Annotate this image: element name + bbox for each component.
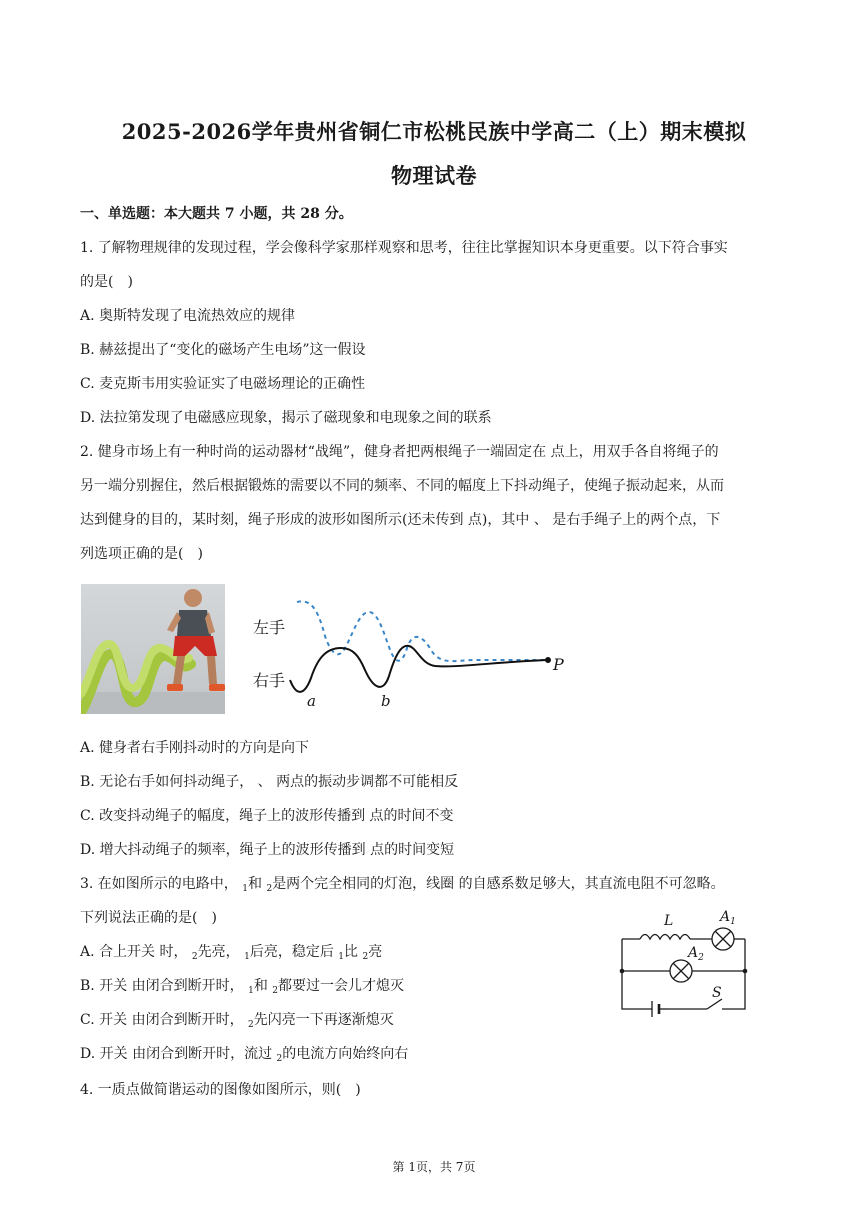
left-hand-rope-dashed [297,601,548,661]
q1-option-c: C. 麦克斯韦用实验证实了电磁场理论的正确性 [80,376,366,392]
battle-rope-illustration [81,584,225,714]
label-point-a: a [307,692,316,710]
label-point-p: P [553,655,564,674]
right-hand-rope-solid [290,646,548,692]
label-a1: $A_1$ [720,909,736,927]
q2-option-d: D. 增大抖动绳子的频率，绳子上的波形传播到 点的时间变短 [80,842,455,858]
label-switch-s: S [712,985,722,1001]
q1-option-d: D. 法拉第发现了电磁感应现象，揭示了磁现象和电现象之间的联系 [80,410,492,426]
document-title-line-1: 2025-2026学年贵州省铜仁市松桃民族中学高二（上）期末模拟 [121,119,747,144]
q2-stem-line-1: 2. 健身市场上有一种时尚的运动器材“战绳”，健身者把两根绳子一端固定在 点上，用双手各自将绳子的 [80,444,719,460]
rope-wave-figure [245,590,575,715]
q2-stem-line-4: 列选项正确的是( ) [80,546,203,562]
label-a2: $A_2$ [688,945,704,963]
q1-option-b: B. 赫兹提出了“变化的磁场产生电场”这一假设 [80,342,366,358]
circuit-diagram [612,905,757,1020]
inductor-coil [640,935,690,940]
q3-stem-line-1: 3. 在如图所示的电路中， $_1$和 $_2$是两个完全相同的灯泡，线圈 的自感系数足够大，其直流电阻不可忽略。 [80,876,725,894]
q2-option-b: B. 无论右手如何抖动绳子， 、 两点的振动步调都不可能相反 [80,774,459,790]
q1-option-a: A. 奥斯特发现了电流热效应的规律 [80,308,296,324]
q1-stem-line-1: 1. 了解物理规律的发现过程，学会像科学家那样观察和思考，往往比掌握知识本身更重要。以下符合事实 [80,240,728,256]
document-title-line-2: 物理试卷 [391,163,477,188]
q2-stem-line-3: 达到健身的目的，某时刻，绳子形成的波形如图所示(还未传到 点)，其中 、 是右手绳子上的两个点，下 [80,512,721,528]
point-p-marker [545,657,551,663]
q3-option-d: D. 开关 由闭合到断开时，流过 $_2$的电流方向始终向右 [80,1046,409,1064]
battle-rope-photo [81,584,225,714]
label-inductor-l: L [664,913,674,929]
label-left-hand: 左手 [253,618,286,637]
q4-stem-line-1: 4. 一质点做简谐运动的图像如图所示，则( ) [80,1082,361,1098]
q2-option-a: A. 健身者右手刚抖动时的方向是向下 [80,740,310,756]
q3-option-a: A. 合上开关 时， $_2$先亮， $_1$后亮，稳定后 $_1$比 $_2$亮 [80,944,383,962]
q3-option-c: C. 开关 由闭合到断开时， $_2$先闪亮一下再逐渐熄灭 [80,1012,394,1030]
page-footer: 第 1页，共 7页 [392,1160,476,1174]
q1-stem-line-2: 的是( ) [80,274,133,290]
label-right-hand: 右手 [253,671,286,690]
q2-option-c: C. 改变抖动绳子的幅度，绳子上的波形传播到 点的时间不变 [80,808,454,824]
section-heading: 一、单选题：本大题共 7 小题，共 28 分。 [80,206,353,222]
q3-stem-line-2: 下列说法正确的是( ) [80,910,217,926]
q3-option-b: B. 开关 由闭合到断开时， $_1$和 $_2$都要过一会儿才熄灭 [80,978,405,996]
label-point-b: b [381,692,391,710]
q2-stem-line-2: 另一端分别握住，然后根据锻炼的需要以不同的频率、不同的幅度上下抖动绳子，使绳子振动起来，从而 [80,478,724,494]
